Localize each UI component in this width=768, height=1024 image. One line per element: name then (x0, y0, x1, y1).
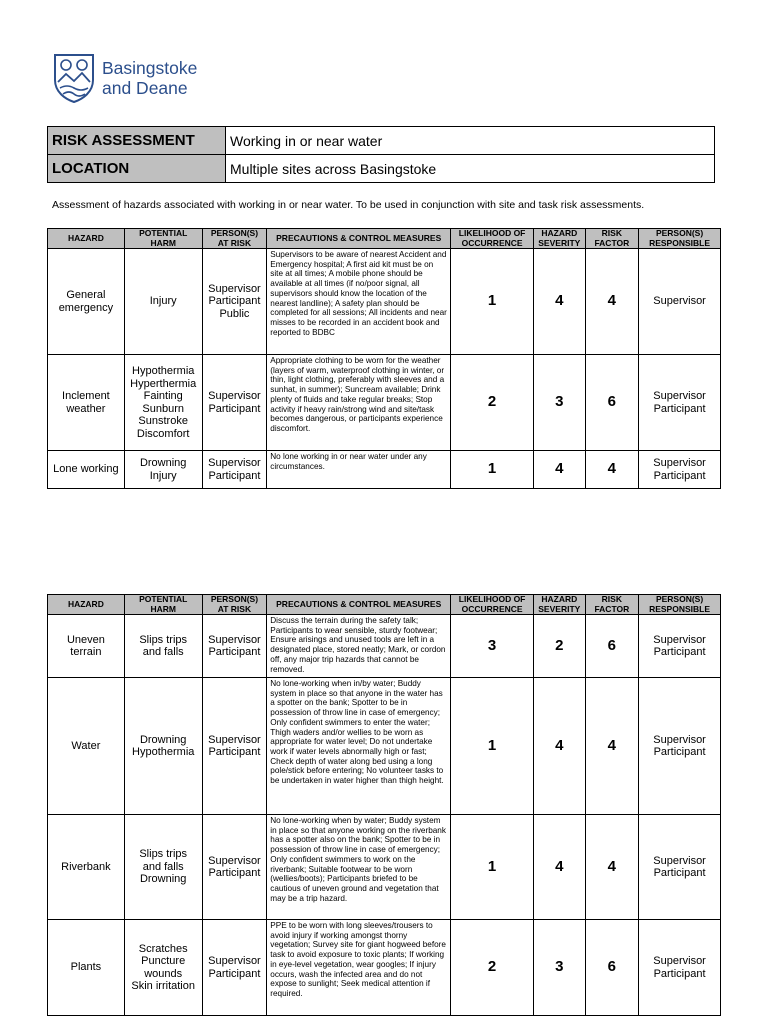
severity-cell: 4 (534, 678, 586, 815)
persons-cell: Supervisor Participant Public (202, 249, 267, 355)
severity-cell: 4 (534, 249, 586, 355)
header-harm: POTENTIAL HARM (124, 595, 202, 615)
table-header-row (48, 595, 721, 615)
header-hazard: HAZARD (48, 229, 125, 249)
location-value: Multiple sites across Basingstoke (226, 155, 715, 183)
responsible-cell: Supervisor (639, 249, 721, 355)
crest-icon (52, 52, 96, 104)
precautions-cell: No lone-working when in/by water; Buddy system in place so that anyone in the water has a spotter on the bank; Spotter to be in possession of throw line in case of emergency; Only confident swimmers to enter the water; Thigh waders and/or wellies to be worn as appropriate for water level; Do not undertake work if water levels abnormally high or fast; Check depth of water along bed using a long pole/stick before entering; No volunteer tasks to be undertaken in water higher than thigh height. (267, 678, 451, 815)
persons-cell: Supervisor Participant (202, 920, 267, 1016)
header-likelihood: LIKELIHOOD OF OCCURRENCE (451, 229, 534, 249)
precautions-cell: PPE to be worn with long sleeves/trousers to avoid injury if working amongst thorny vegetation; Survey site for giant hogweed before task to avoid exposure to toxic plants; If working in eye-level vegetation, wear googles; If injury occurs, wash the infected area and do not expose to sunlight; Seek medical attention if required. (267, 920, 451, 1016)
risk-factor-cell: 4 (585, 815, 639, 920)
location-label: LOCATION (48, 155, 226, 183)
hazard-cell: Inclement weather (48, 355, 125, 451)
header-likelihood: LIKELIHOOD OF OCCURRENCE (451, 595, 534, 615)
persons-cell: Supervisor Participant (202, 615, 267, 678)
info-row-location (48, 155, 715, 183)
harm-cell: Injury (124, 249, 202, 355)
precautions-cell: No lone-working when by water; Buddy system in place so that anyone working on the riverbank has a spotter also on the bank; Spotter to be in possession of throw line in case of emergency; Only confident swimmers to work on the riverbank; Suitable footwear to be worn (wellies/boots); Participants briefed to be cautious of uneven ground and vegetation that may be a trip hazard. (267, 815, 451, 920)
persons-cell: Supervisor Participant (202, 355, 267, 451)
table-row (48, 815, 721, 920)
logo-line-1: Basingstoke (102, 58, 198, 78)
harm-cell: Drowning Injury (124, 451, 202, 489)
persons-cell: Supervisor Participant (202, 451, 267, 489)
header-responsible: PERSON(S) RESPONSIBLE (639, 595, 721, 615)
likelihood-cell: 2 (451, 920, 534, 1016)
persons-cell: Supervisor Participant (202, 815, 267, 920)
likelihood-cell: 1 (451, 815, 534, 920)
risk-factor-cell: 4 (585, 678, 639, 815)
header-hazard: HAZARD (48, 595, 125, 615)
risk-factor-cell: 4 (585, 451, 639, 489)
responsible-cell: Supervisor Participant (639, 615, 721, 678)
header-precautions: PRECAUTIONS & CONTROL MEASURES (267, 595, 451, 615)
risk-factor-cell: 6 (585, 615, 639, 678)
header-persons: PERSON(S) AT RISK (202, 229, 267, 249)
assessment-info-table (47, 126, 715, 183)
severity-cell: 4 (534, 815, 586, 920)
hazard-cell: Riverbank (48, 815, 125, 920)
header-risk: RISK FACTOR (585, 595, 639, 615)
info-row-assessment (48, 127, 715, 155)
responsible-cell: Supervisor Participant (639, 355, 721, 451)
council-logo (52, 52, 197, 104)
header-precautions: PRECAUTIONS & CONTROL MEASURES (267, 229, 451, 249)
table-row (48, 249, 721, 355)
harm-cell: Scratches Puncture wounds Skin irritation (124, 920, 202, 1016)
table-row (48, 451, 721, 489)
harm-cell: Slips trips and falls Drowning (124, 815, 202, 920)
severity-cell: 3 (534, 355, 586, 451)
hazard-cell: General emergency (48, 249, 125, 355)
header-responsible: PERSON(S) RESPONSIBLE (639, 229, 721, 249)
logo-line-2: and Deane (102, 78, 188, 98)
risk-factor-cell: 6 (585, 355, 639, 451)
header-harm: POTENTIAL HARM (124, 229, 202, 249)
responsible-cell: Supervisor Participant (639, 451, 721, 489)
precautions-cell: Supervisors to be aware of nearest Accident and Emergency hospital; A first aid kit must be on site at all times; A mobile phone should be available at all times (if no/poor signal, all supervisors should know the location of the nearest landline); A safety plan should be completed for all sessions; All incidents and near misses to be recorded in an accident book and reported to BDBC (267, 249, 451, 355)
severity-cell: 3 (534, 920, 586, 1016)
header-severity: HAZARD SEVERITY (534, 229, 586, 249)
severity-cell: 4 (534, 451, 586, 489)
header-severity: HAZARD SEVERITY (534, 595, 586, 615)
table-row (48, 615, 721, 678)
risk-table-1 (47, 228, 721, 489)
header-persons: PERSON(S) AT RISK (202, 595, 267, 615)
precautions-cell: Discuss the terrain during the safety talk; Participants to wear sensible, sturdy footwear; Ensure arisings and unused tools are left in a designated place, stored neatly; Mark, or cordon off, any major trip hazards that cannot be removed. (267, 615, 451, 678)
harm-cell: Hypothermia Hyperthermia Fainting Sunburn Sunstroke Discomfort (124, 355, 202, 451)
table-row (48, 678, 721, 815)
table-header-row (48, 229, 721, 249)
hazard-cell: Water (48, 678, 125, 815)
likelihood-cell: 3 (451, 615, 534, 678)
likelihood-cell: 1 (451, 451, 534, 489)
intro-text: Assessment of hazards associated with working in or near water. To be used in conjunction with site and task risk assessments. (52, 199, 645, 211)
hazard-cell: Lone working (48, 451, 125, 489)
header-risk: RISK FACTOR (585, 229, 639, 249)
harm-cell: Drowning Hypothermia (124, 678, 202, 815)
responsible-cell: Supervisor Participant (639, 678, 721, 815)
table-row (48, 355, 721, 451)
risk-factor-cell: 6 (585, 920, 639, 1016)
risk-table-2 (47, 594, 721, 1016)
severity-cell: 2 (534, 615, 586, 678)
precautions-cell: No lone working in or near water under any circumstances. (267, 451, 451, 489)
responsible-cell: Supervisor Participant (639, 815, 721, 920)
harm-cell: Slips trips and falls (124, 615, 202, 678)
likelihood-cell: 1 (451, 678, 534, 815)
precautions-cell: Appropriate clothing to be worn for the weather (layers of warm, waterproof clothing in winter, or thin, light clothing, preferably with sleeves and a sunhat, in summer); Suncream available; Drink plenty of fluids and take regular breaks; Stop activity if heavy rain/strong wind and site/task becomes dangerous, or participants experience discomfort. (267, 355, 451, 451)
risk-assessment-value: Working in or near water (226, 127, 715, 155)
responsible-cell: Supervisor Participant (639, 920, 721, 1016)
risk-assessment-label: RISK ASSESSMENT (48, 127, 226, 155)
persons-cell: Supervisor Participant (202, 678, 267, 815)
likelihood-cell: 2 (451, 355, 534, 451)
hazard-cell: Plants (48, 920, 125, 1016)
risk-factor-cell: 4 (585, 249, 639, 355)
table-row (48, 920, 721, 1016)
hazard-cell: Uneven terrain (48, 615, 125, 678)
likelihood-cell: 1 (451, 249, 534, 355)
